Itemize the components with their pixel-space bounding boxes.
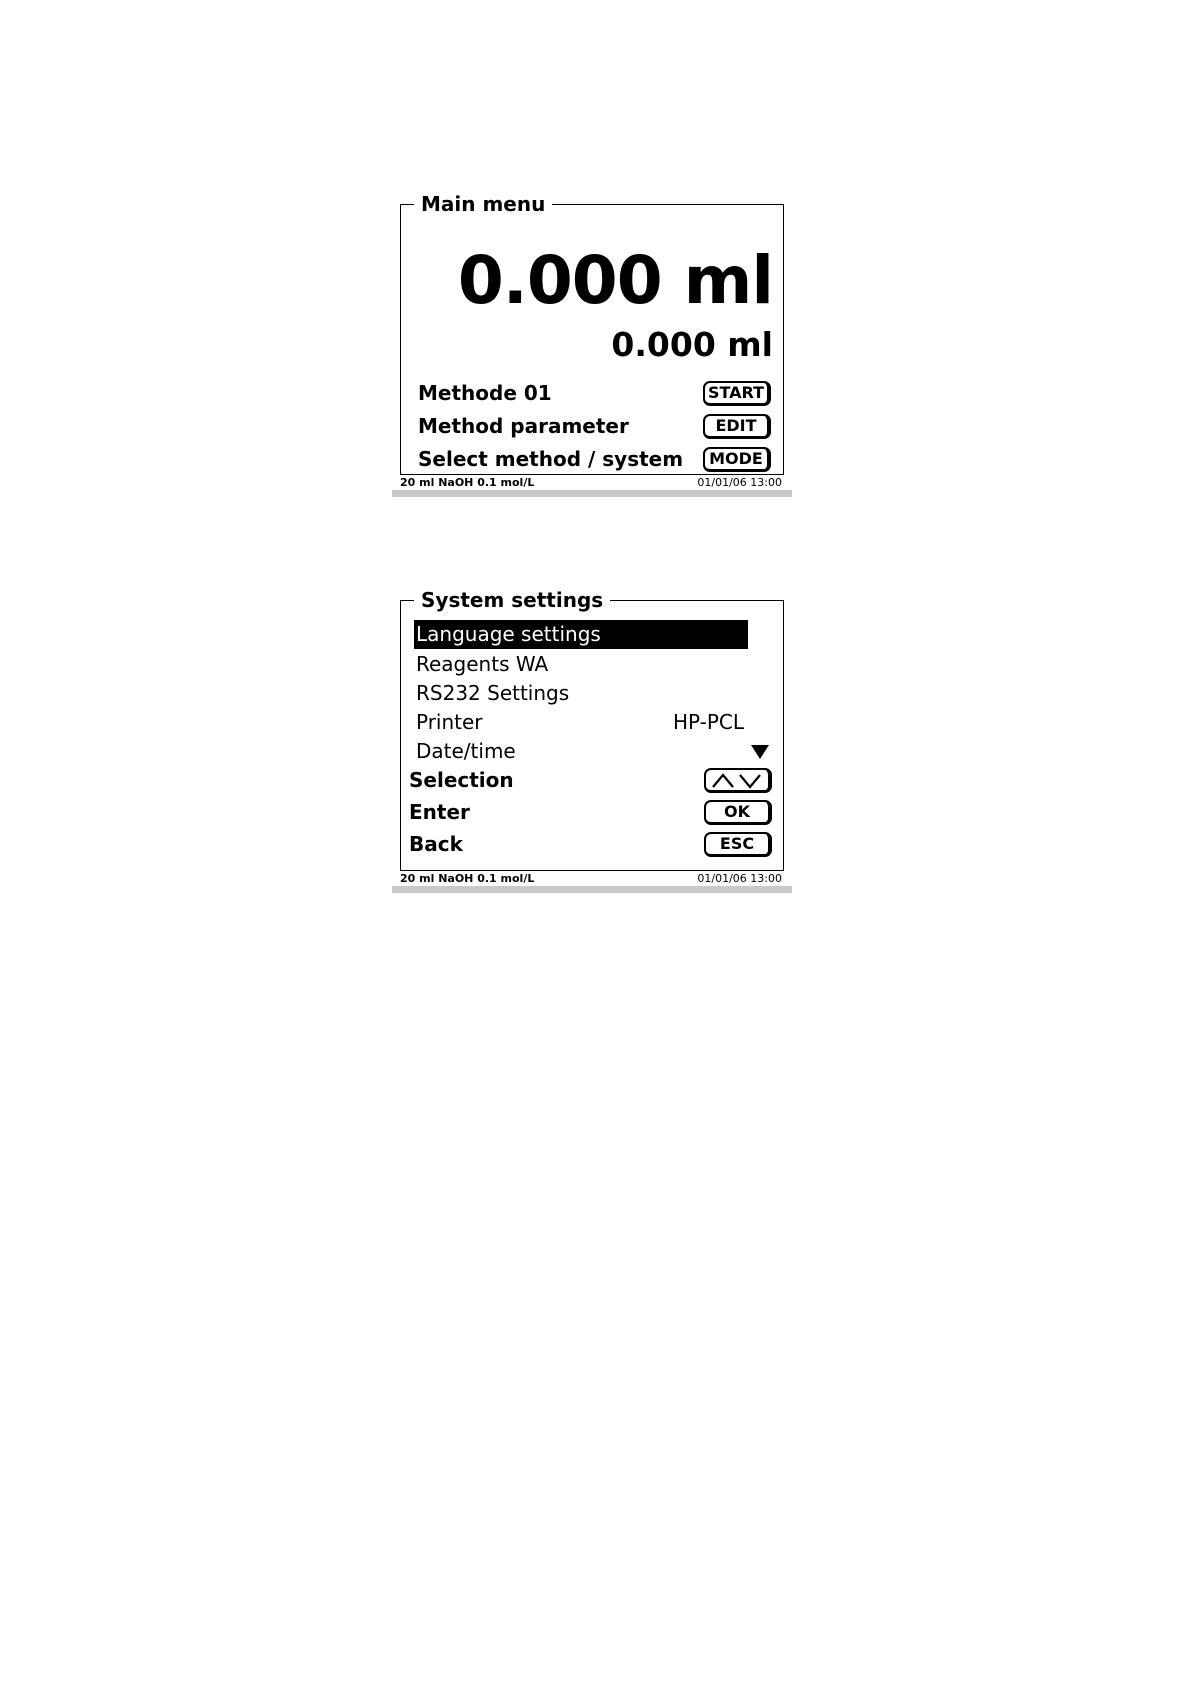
method-name-label: Methode 01 bbox=[418, 381, 552, 405]
start-button[interactable]: START bbox=[703, 381, 771, 406]
method-parameter-label: Method parameter bbox=[418, 414, 629, 438]
esc-button[interactable]: ESC bbox=[704, 832, 772, 857]
status-bar-divider bbox=[392, 886, 792, 893]
reagent-info: 20 ml NaOH 0.1 mol/L bbox=[400, 872, 535, 885]
menu-item-label: Language settings bbox=[416, 622, 601, 646]
status-line bbox=[400, 872, 784, 886]
row-selection bbox=[409, 765, 772, 795]
screen-title: System settings bbox=[414, 589, 610, 611]
menu-item-language-settings[interactable] bbox=[414, 620, 748, 649]
main-menu-screen bbox=[392, 193, 792, 497]
enter-label: Enter bbox=[409, 800, 470, 824]
row-method bbox=[418, 378, 771, 408]
edit-button[interactable]: EDIT bbox=[703, 414, 771, 439]
screen-title: Main menu bbox=[414, 193, 552, 215]
triangle-down-icon bbox=[750, 744, 770, 760]
mode-button[interactable]: MODE bbox=[703, 447, 771, 472]
up-down-button[interactable] bbox=[704, 768, 772, 793]
row-select-method bbox=[418, 444, 771, 474]
up-down-arrows-icon bbox=[710, 772, 764, 789]
menu-item-reagents[interactable] bbox=[414, 650, 748, 679]
menu-item-label: RS232 Settings bbox=[416, 681, 570, 705]
status-line bbox=[400, 476, 784, 490]
back-label: Back bbox=[409, 832, 463, 856]
menu-item-rs232-settings[interactable] bbox=[414, 679, 748, 708]
menu-item-label: Printer bbox=[416, 710, 483, 734]
date-time: 01/01/06 13:00 bbox=[697, 872, 782, 885]
system-settings-screen bbox=[392, 589, 792, 893]
dosed-volume-small: 0.000 ml bbox=[611, 325, 773, 364]
row-back bbox=[409, 829, 772, 859]
printer-value: HP-PCL bbox=[672, 710, 744, 734]
row-enter bbox=[409, 797, 772, 827]
select-method-label: Select method / system bbox=[418, 447, 684, 471]
ok-button[interactable]: OK bbox=[704, 800, 772, 825]
selection-label: Selection bbox=[409, 768, 514, 792]
menu-item-label: Date/time bbox=[416, 739, 516, 763]
row-method-parameter bbox=[418, 411, 771, 441]
reagent-info: 20 ml NaOH 0.1 mol/L bbox=[400, 476, 535, 489]
main-menu-frame bbox=[400, 204, 784, 475]
status-bar-divider bbox=[392, 490, 792, 497]
menu-item-label: Reagents WA bbox=[416, 652, 549, 676]
menu-item-date-time[interactable] bbox=[414, 737, 748, 766]
date-time: 01/01/06 13:00 bbox=[697, 476, 782, 489]
dosed-volume-large: 0.000 ml bbox=[457, 242, 773, 319]
